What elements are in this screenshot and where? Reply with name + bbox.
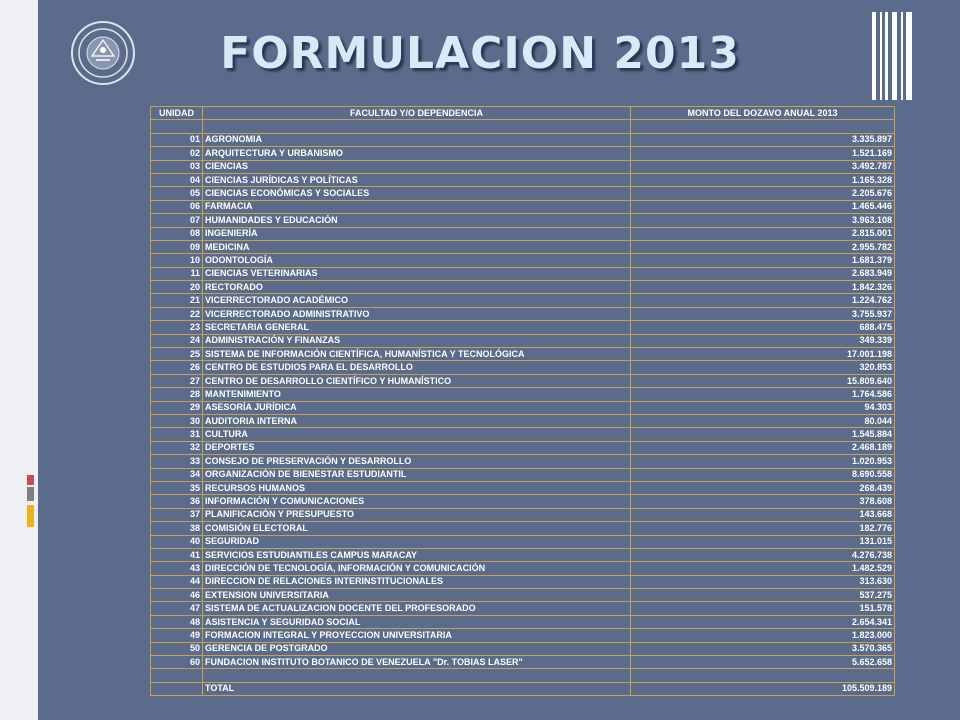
cell-monto: 1.823.000 bbox=[631, 629, 895, 642]
table-row bbox=[151, 173, 895, 186]
cell-unidad: 22 bbox=[151, 307, 203, 320]
cell-unidad: 07 bbox=[151, 214, 203, 227]
cell-facultad: AGRONOMIA bbox=[203, 133, 631, 146]
cell-facultad: MANTENIMIENTO bbox=[203, 388, 631, 401]
cell-monto: 1.224.762 bbox=[631, 294, 895, 307]
cell-facultad: SISTEMA DE ACTUALIZACION DOCENTE DEL PROFESORADO bbox=[203, 602, 631, 615]
cell-monto: 182.776 bbox=[631, 522, 895, 535]
cell-unidad: 36 bbox=[151, 495, 203, 508]
table-row bbox=[151, 388, 895, 401]
cell-monto: 2.815.001 bbox=[631, 227, 895, 240]
table-row bbox=[151, 522, 895, 535]
cell-unidad: 48 bbox=[151, 615, 203, 628]
cell-facultad: EXTENSION UNIVERSITARIA bbox=[203, 589, 631, 602]
table-row bbox=[151, 133, 895, 146]
cell-monto: 3.755.937 bbox=[631, 307, 895, 320]
cell-monto: 17.001.198 bbox=[631, 348, 895, 361]
table-row bbox=[151, 240, 895, 253]
cell-facultad: SERVICIOS ESTUDIANTILES CAMPUS MARACAY bbox=[203, 548, 631, 561]
table-row bbox=[151, 147, 895, 160]
cell-monto: 151.578 bbox=[631, 602, 895, 615]
table-row bbox=[151, 321, 895, 334]
cell-facultad: RECURSOS HUMANOS bbox=[203, 481, 631, 494]
cell-monto: 1.482.529 bbox=[631, 562, 895, 575]
cell-facultad: SECRETARIA GENERAL bbox=[203, 321, 631, 334]
cell-monto: 1.165.328 bbox=[631, 173, 895, 186]
total-value: 105.509.189 bbox=[631, 682, 895, 695]
cell-facultad: VICERRECTORADO ADMINISTRATIVO bbox=[203, 307, 631, 320]
table-body bbox=[151, 120, 895, 696]
table-row bbox=[151, 160, 895, 173]
table-row bbox=[151, 334, 895, 347]
cell-monto: 2.654.341 bbox=[631, 615, 895, 628]
cell-facultad: FARMACIA bbox=[203, 200, 631, 213]
cell-unidad: 23 bbox=[151, 321, 203, 334]
cell-monto: 1.521.169 bbox=[631, 147, 895, 160]
cell-monto: 143.668 bbox=[631, 508, 895, 521]
table-row bbox=[151, 227, 895, 240]
table-row bbox=[151, 455, 895, 468]
cell-monto: 1.465.446 bbox=[631, 200, 895, 213]
table-row bbox=[151, 548, 895, 561]
cell-unidad: 32 bbox=[151, 441, 203, 454]
cell-facultad: DIRECCION DE RELACIONES INTERINSTITUCIONALES bbox=[203, 575, 631, 588]
table-row bbox=[151, 401, 895, 414]
header-facultad: FACULTAD Y/O DEPENDENCIA bbox=[203, 107, 631, 120]
cell-facultad: CENTRO DE DESARROLLO CIENTÍFICO Y HUMANÍSTICO bbox=[203, 374, 631, 387]
table-row bbox=[151, 294, 895, 307]
cell-unidad: 49 bbox=[151, 629, 203, 642]
cell-facultad: VICERRECTORADO ACADÉMICO bbox=[203, 294, 631, 307]
table-row bbox=[151, 629, 895, 642]
cell-unidad: 10 bbox=[151, 254, 203, 267]
cell-unidad: 28 bbox=[151, 388, 203, 401]
cell-facultad: RECTORADO bbox=[203, 281, 631, 294]
cell-monto: 688.475 bbox=[631, 321, 895, 334]
cell-unidad: 20 bbox=[151, 281, 203, 294]
cell-monto: 4.276.738 bbox=[631, 548, 895, 561]
table-row bbox=[151, 562, 895, 575]
cell-monto: 5.652.658 bbox=[631, 656, 895, 669]
table-row bbox=[151, 468, 895, 481]
cell-monto: 268.439 bbox=[631, 481, 895, 494]
total-label: TOTAL bbox=[203, 682, 631, 695]
cell-facultad: MEDICINA bbox=[203, 240, 631, 253]
cell-facultad: ARQUITECTURA Y URBANISMO bbox=[203, 147, 631, 160]
cell-facultad: GERENCIA DE POSTGRADO bbox=[203, 642, 631, 655]
table-row bbox=[151, 307, 895, 320]
table-row bbox=[151, 441, 895, 454]
cell-monto: 80.044 bbox=[631, 414, 895, 427]
cell-facultad: CIENCIAS ECONÓMICAS Y SOCIALES bbox=[203, 187, 631, 200]
cell-facultad: ADMINISTRACIÓN Y FINANZAS bbox=[203, 334, 631, 347]
cell-monto: 131.015 bbox=[631, 535, 895, 548]
table-total-row bbox=[151, 682, 895, 695]
page-title: FORMULACION 2013 bbox=[220, 28, 740, 79]
table-row bbox=[151, 254, 895, 267]
cell-facultad: INGENIERÍA bbox=[203, 227, 631, 240]
header-monto: MONTO DEL DOZAVO ANUAL 2013 bbox=[631, 107, 895, 120]
cell-unidad: 50 bbox=[151, 642, 203, 655]
cell-monto: 349.339 bbox=[631, 334, 895, 347]
cell-monto: 378.608 bbox=[631, 495, 895, 508]
cell-unidad: 25 bbox=[151, 348, 203, 361]
cell-unidad: 30 bbox=[151, 414, 203, 427]
cell-unidad: 34 bbox=[151, 468, 203, 481]
cell-monto: 2.468.189 bbox=[631, 441, 895, 454]
table-row bbox=[151, 281, 895, 294]
table-row bbox=[151, 214, 895, 227]
cell-unidad: 11 bbox=[151, 267, 203, 280]
budget-table bbox=[150, 106, 895, 696]
cell-facultad: SISTEMA DE INFORMACIÓN CIENTÍFICA, HUMANÍSTICA Y TECNOLÓGICA bbox=[203, 348, 631, 361]
cell-monto: 320.853 bbox=[631, 361, 895, 374]
cell-unidad: 06 bbox=[151, 200, 203, 213]
cell-facultad: ORGANIZACIÓN DE BIENESTAR ESTUDIANTIL bbox=[203, 468, 631, 481]
cell-monto: 94.303 bbox=[631, 401, 895, 414]
cell-facultad: DEPORTES bbox=[203, 441, 631, 454]
cell-monto: 3.335.897 bbox=[631, 133, 895, 146]
cell-unidad: 08 bbox=[151, 227, 203, 240]
cell-unidad: 41 bbox=[151, 548, 203, 561]
table-row bbox=[151, 656, 895, 669]
cell-facultad: CIENCIAS bbox=[203, 160, 631, 173]
table-row bbox=[151, 374, 895, 387]
cell-unidad: 37 bbox=[151, 508, 203, 521]
table-row bbox=[151, 495, 895, 508]
cell-unidad: 24 bbox=[151, 334, 203, 347]
table-row bbox=[151, 642, 895, 655]
cell-monto: 313.630 bbox=[631, 575, 895, 588]
cell-unidad: 46 bbox=[151, 589, 203, 602]
cell-unidad: 09 bbox=[151, 240, 203, 253]
cell-facultad: SEGURIDAD bbox=[203, 535, 631, 548]
table-row bbox=[151, 615, 895, 628]
table-row bbox=[151, 602, 895, 615]
cell-unidad: 40 bbox=[151, 535, 203, 548]
cell-monto: 1.681.379 bbox=[631, 254, 895, 267]
table-row bbox=[151, 267, 895, 280]
table-row bbox=[151, 361, 895, 374]
cell-facultad: DIRECCIÓN DE TECNOLOGÍA, INFORMACIÓN Y COMUNICACIÓN bbox=[203, 562, 631, 575]
cell-unidad: 47 bbox=[151, 602, 203, 615]
cell-unidad: 01 bbox=[151, 133, 203, 146]
cell-unidad: 43 bbox=[151, 562, 203, 575]
cell-facultad: ASESORÍA JURÍDICA bbox=[203, 401, 631, 414]
cell-facultad: CIENCIAS VETERINARIAS bbox=[203, 267, 631, 280]
table-row bbox=[151, 348, 895, 361]
left-sidebar-strip bbox=[0, 0, 38, 720]
table-row bbox=[151, 200, 895, 213]
table-row bbox=[151, 414, 895, 427]
cell-facultad: ASISTENCIA Y SEGURIDAD SOCIAL bbox=[203, 615, 631, 628]
cell-monto: 1.020.953 bbox=[631, 455, 895, 468]
cell-facultad: FUNDACION INSTITUTO BOTANICO DE VENEZUELA "Dr. TOBIAS LASER" bbox=[203, 656, 631, 669]
cell-monto: 2.955.782 bbox=[631, 240, 895, 253]
cell-total-empty bbox=[151, 682, 203, 695]
cell-monto: 1.842.326 bbox=[631, 281, 895, 294]
cell-unidad: 35 bbox=[151, 481, 203, 494]
cell-unidad: 21 bbox=[151, 294, 203, 307]
cell-monto: 1.545.884 bbox=[631, 428, 895, 441]
cell-facultad: CENTRO DE ESTUDIOS PARA EL DESARROLLO bbox=[203, 361, 631, 374]
accent-red bbox=[27, 475, 34, 485]
cell-unidad: 44 bbox=[151, 575, 203, 588]
cell-facultad: CONSEJO DE PRESERVACIÓN Y DESARROLLO bbox=[203, 455, 631, 468]
cell-monto: 537.275 bbox=[631, 589, 895, 602]
cell-facultad: COMISIÓN ELECTORAL bbox=[203, 522, 631, 535]
cell-facultad: AUDITORIA INTERNA bbox=[203, 414, 631, 427]
accent-gray bbox=[27, 487, 34, 501]
cell-facultad: PLANIFICACIÓN Y PRESUPUESTO bbox=[203, 508, 631, 521]
table-spacer-row bbox=[151, 120, 895, 133]
table-row bbox=[151, 187, 895, 200]
cell-unidad: 38 bbox=[151, 522, 203, 535]
table-spacer-row bbox=[151, 669, 895, 682]
cell-facultad: HUMANIDADES Y EDUCACIÓN bbox=[203, 214, 631, 227]
cell-unidad: 03 bbox=[151, 160, 203, 173]
table-row bbox=[151, 575, 895, 588]
cell-facultad: FORMACION INTEGRAL Y PROYECCION UNIVERSITARIA bbox=[203, 629, 631, 642]
cell-monto: 1.764.586 bbox=[631, 388, 895, 401]
cell-unidad: 31 bbox=[151, 428, 203, 441]
header-unidad: UNIDAD bbox=[151, 107, 203, 120]
cell-unidad: 26 bbox=[151, 361, 203, 374]
cell-monto: 15.809.640 bbox=[631, 374, 895, 387]
cell-facultad: INFORMACIÓN Y COMUNICACIONES bbox=[203, 495, 631, 508]
cell-facultad: ODONTOLOGÍA bbox=[203, 254, 631, 267]
table-row bbox=[151, 508, 895, 521]
table-row bbox=[151, 589, 895, 602]
budget-table-container bbox=[150, 106, 894, 696]
cell-monto: 2.205.676 bbox=[631, 187, 895, 200]
cell-facultad: CULTURA bbox=[203, 428, 631, 441]
cell-monto: 8.690.558 bbox=[631, 468, 895, 481]
cell-unidad: 02 bbox=[151, 147, 203, 160]
cell-monto: 2.683.949 bbox=[631, 267, 895, 280]
cell-unidad: 05 bbox=[151, 187, 203, 200]
cell-unidad: 27 bbox=[151, 374, 203, 387]
cell-unidad: 60 bbox=[151, 656, 203, 669]
cell-monto: 3.570.365 bbox=[631, 642, 895, 655]
cell-monto: 3.963.108 bbox=[631, 214, 895, 227]
table-row bbox=[151, 535, 895, 548]
table-row bbox=[151, 481, 895, 494]
cell-unidad: 04 bbox=[151, 173, 203, 186]
table-header-row bbox=[151, 107, 895, 120]
table-row bbox=[151, 428, 895, 441]
cell-unidad: 33 bbox=[151, 455, 203, 468]
cell-facultad: CIENCIAS JURÍDICAS Y POLÍTICAS bbox=[203, 173, 631, 186]
accent-gold bbox=[27, 505, 34, 527]
cell-monto: 3.492.787 bbox=[631, 160, 895, 173]
cell-unidad: 29 bbox=[151, 401, 203, 414]
